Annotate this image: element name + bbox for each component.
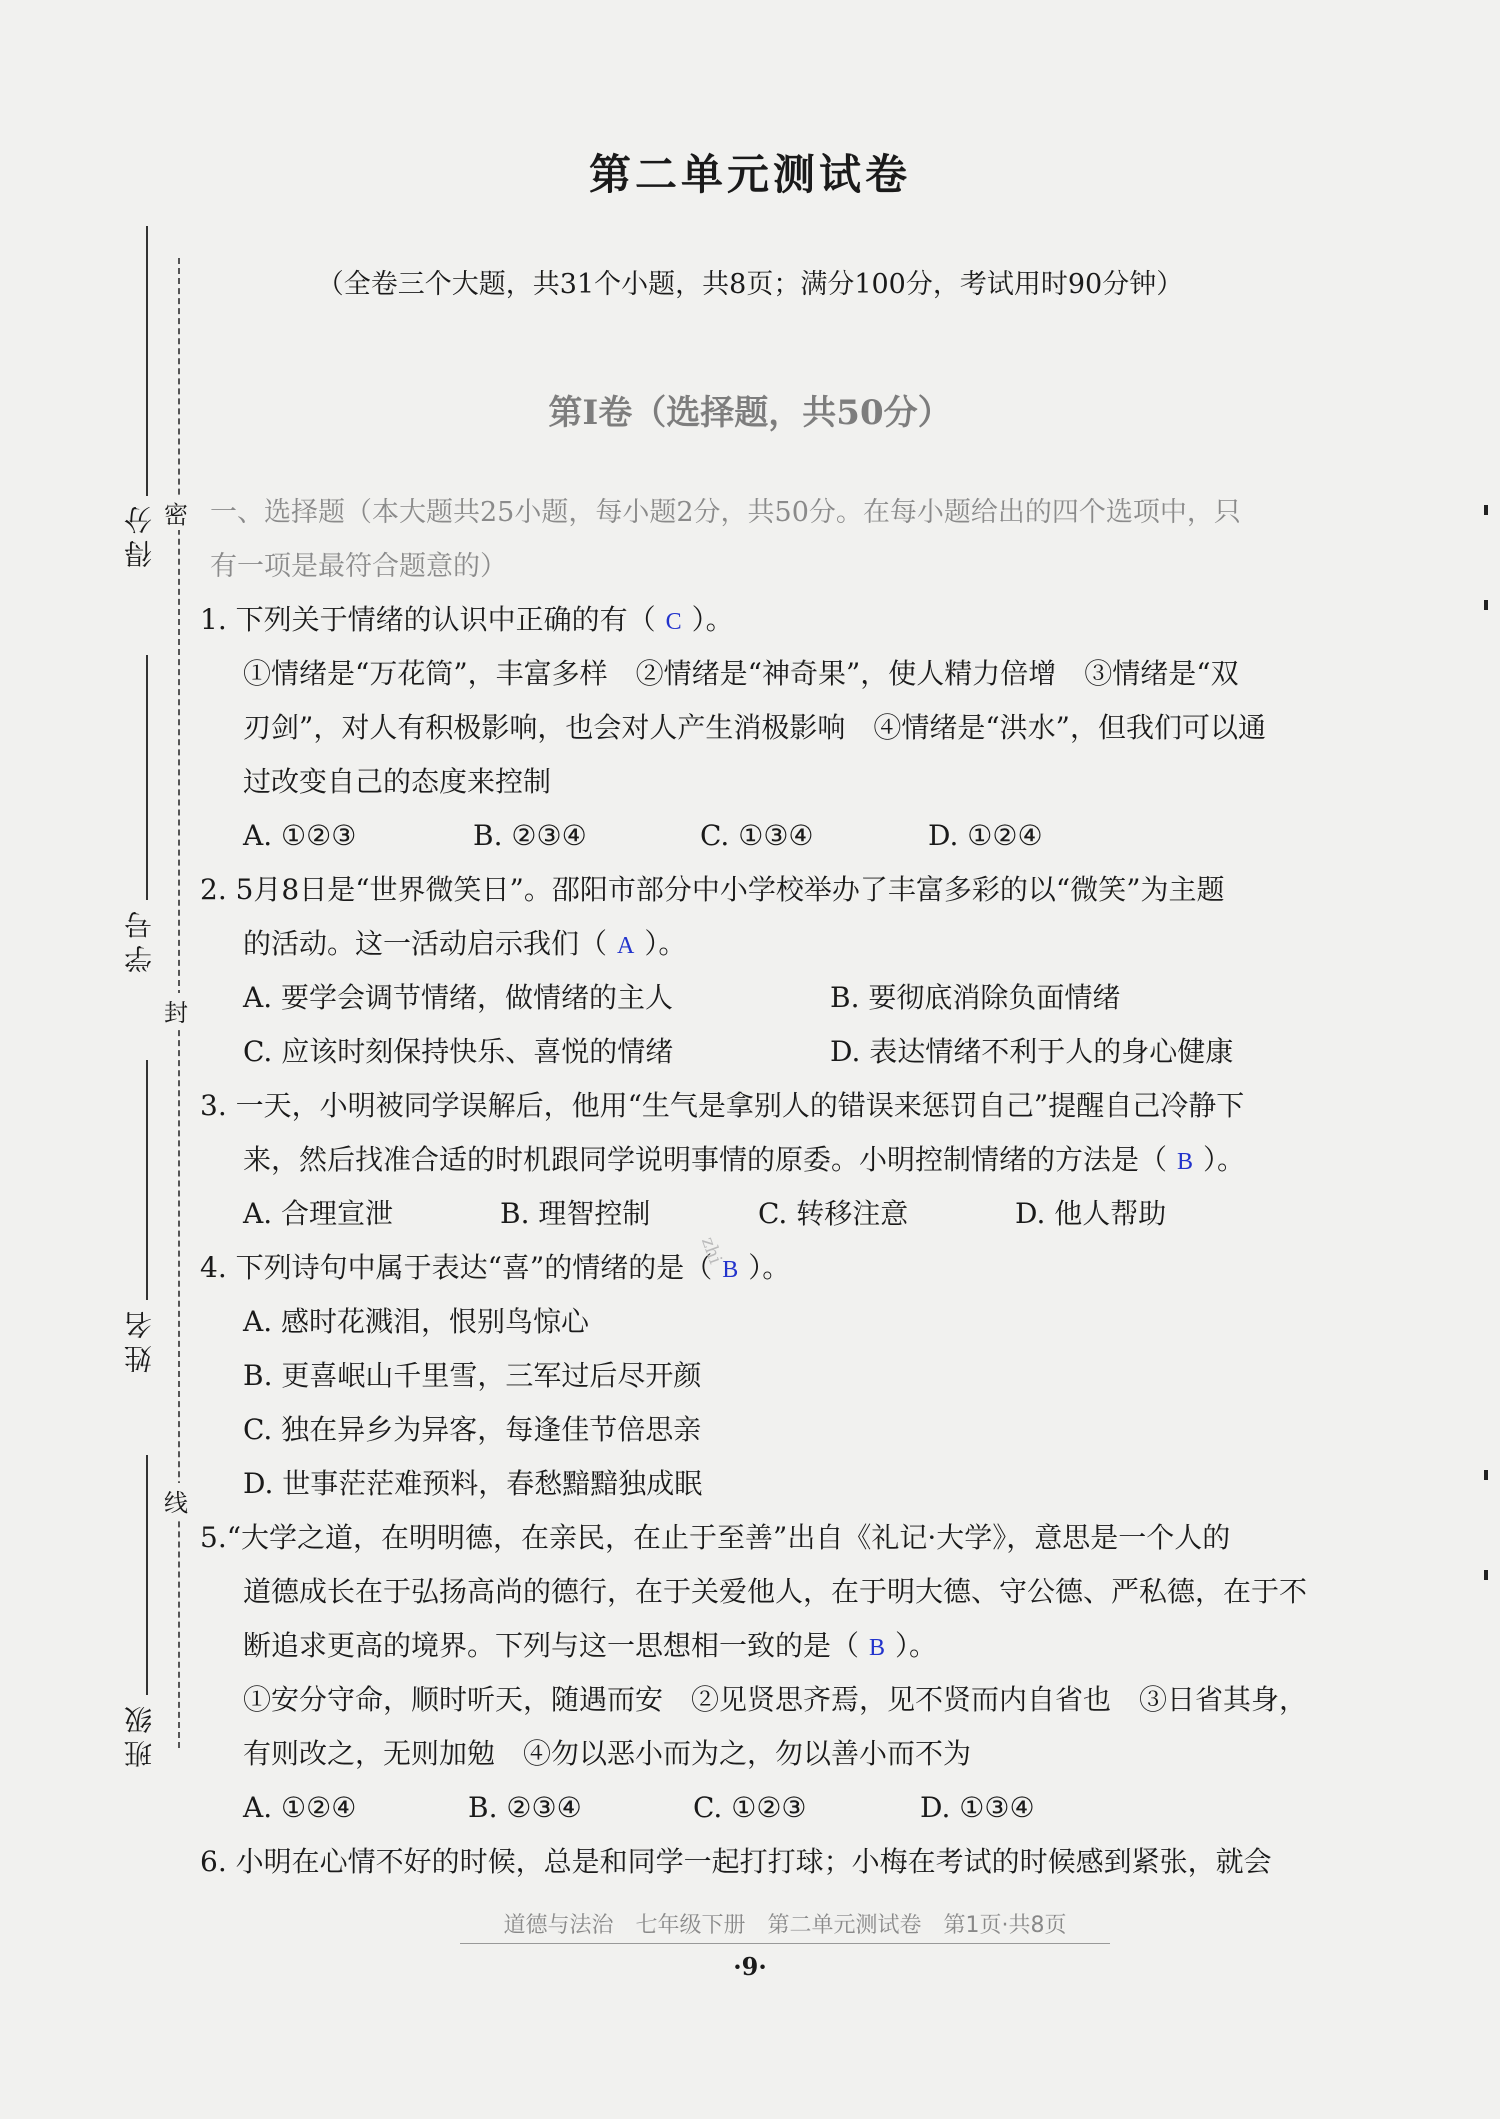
option-c: C. ①③④ bbox=[700, 819, 814, 852]
scan-mark bbox=[1484, 505, 1488, 515]
score-label: 得分 bbox=[123, 500, 156, 568]
option-d: D. ①③④ bbox=[920, 1791, 1035, 1824]
name-label: 姓名 bbox=[123, 1305, 156, 1373]
question-stem bbox=[200, 600, 734, 642]
option-b: B. 要彻底消除负面情绪 bbox=[830, 981, 1121, 1014]
score-underline bbox=[146, 226, 148, 496]
cut-mark-seal: 封 bbox=[164, 993, 188, 1028]
option-b: B. ②③④ bbox=[473, 819, 587, 852]
question-stem: 5.“大学之道，在明明德，在亲民，在止于至善”出自《礼记·大学》，意思是一个人的 bbox=[200, 1521, 1231, 1554]
cut-mark-seal: 密 bbox=[164, 495, 188, 530]
answer-mark: C bbox=[665, 609, 682, 635]
scan-mark bbox=[1484, 1470, 1488, 1480]
option-d: D. 他人帮助 bbox=[1015, 1197, 1167, 1230]
option-d: D. ①②④ bbox=[928, 819, 1043, 852]
section-heading-cont: 有一项是最符合题意的） bbox=[210, 551, 507, 582]
option-a: A. 要学会调节情绪，做情绪的主人 bbox=[243, 981, 674, 1014]
option-c: C. 独在异乡为异客，每逢佳节倍思亲 bbox=[243, 1413, 702, 1446]
stem-text: 4. 下列诗句中属于表达“喜”的情绪的是（ bbox=[200, 1251, 713, 1284]
cut-mark-line: 线 bbox=[164, 1483, 188, 1518]
stem-text: 的活动。这一活动启示我们（ bbox=[243, 927, 608, 960]
question-stem: 6. 小明在心情不好的时候，总是和同学一起打打球；小梅在考试的时候感到紧张，就会 bbox=[200, 1845, 1272, 1878]
option-b: B. 理智控制 bbox=[500, 1197, 651, 1230]
question-stem-cont bbox=[243, 924, 686, 966]
option-d: D. 表达情绪不利于人的身心健康 bbox=[830, 1035, 1234, 1068]
volume-heading: 第Ⅰ卷（选择题，共50分） bbox=[548, 393, 952, 433]
exam-info: （全卷三个大题，共31个小题，共8页；满分100分，考试用时90分钟） bbox=[316, 269, 1184, 300]
class-underline bbox=[146, 1455, 148, 1695]
page-footer: 道德与法治 七年级下册 第二单元测试卷 第1页·共8页 bbox=[460, 1908, 1110, 1944]
answer-mark: A bbox=[617, 933, 635, 959]
stem-text: ）。 bbox=[644, 927, 687, 960]
option-c: C. ①②③ bbox=[693, 1791, 807, 1824]
stem-text: ）。 bbox=[748, 1251, 791, 1284]
stem-text: 断追求更高的境界。下列与这一思想相一致的是（ bbox=[243, 1629, 860, 1662]
name-underline bbox=[146, 1060, 148, 1300]
question-stem-cont: 道德成长在于弘扬高尚的德行，在于关爱他人，在于明大德、守公德、严私德，在于不 bbox=[243, 1575, 1308, 1608]
option-a: A. 感时花溅泪，恨别鸟惊心 bbox=[243, 1305, 590, 1338]
scan-mark bbox=[1484, 1570, 1488, 1580]
statement-line: ①情绪是“万花筒”，丰富多样 ②情绪是“神奇果”，使人精力倍增 ③情绪是“双 bbox=[243, 657, 1239, 690]
statement-line: ①安分守命，顺时听天，随遇而安 ②见贤思齐焉，见不贤而内自省也 ③日省其身， bbox=[243, 1683, 1308, 1716]
pencil-annotation: zhi bbox=[696, 1234, 726, 1267]
option-c: C. 应该时刻保持快乐、喜悦的情绪 bbox=[243, 1035, 674, 1068]
statement-line: 刃剑”，对人有积极影响，也会对人产生消极影响 ④情绪是“洪水”，但我们可以通 bbox=[243, 711, 1266, 744]
page-title: 第二单元测试卷 bbox=[588, 150, 911, 199]
stem-text: ）。 bbox=[1203, 1143, 1246, 1176]
section-heading: 一、选择题（本大题共25小题，每小题2分，共50分。在每小题给出的四个选项中，只 bbox=[210, 497, 1241, 528]
scan-mark bbox=[1484, 600, 1488, 610]
option-a: A. ①②④ bbox=[243, 1791, 357, 1824]
option-c: C. 转移注意 bbox=[758, 1197, 909, 1230]
stem-text: 1. 下列关于情绪的认识中正确的有（ bbox=[200, 603, 656, 636]
option-b: B. 更喜岷山千里雪，三军过后尽开颜 bbox=[243, 1359, 702, 1392]
question-stem: 3. 一天，小明被同学误解后，他用“生气是拿别人的错误来惩罚自己”提醒自己冷静下 bbox=[200, 1089, 1245, 1122]
stem-text: ）。 bbox=[895, 1629, 938, 1662]
page-number: ·9· bbox=[733, 1952, 767, 1981]
question-stem-cont bbox=[243, 1626, 937, 1668]
option-b: B. ②③④ bbox=[468, 1791, 582, 1824]
stem-text: ）。 bbox=[691, 603, 734, 636]
answer-mark: B bbox=[869, 1635, 886, 1661]
student-id-label: 学号 bbox=[123, 905, 156, 973]
option-a: A. 合理宣泄 bbox=[243, 1197, 394, 1230]
option-d: D. 世事茫茫难预料，春愁黯黯独成眠 bbox=[243, 1467, 703, 1500]
question-stem: 2. 5月8日是“世界微笑日”。邵阳市部分中小学校举办了丰富多彩的以“微笑”为主题 bbox=[200, 873, 1225, 906]
class-label: 班级 bbox=[123, 1700, 156, 1768]
student-id-underline bbox=[146, 655, 148, 900]
answer-mark: B bbox=[1177, 1149, 1194, 1175]
stem-text: 来，然后找准合适的时机跟同学说明事情的原委。小明控制情绪的方法是（ bbox=[243, 1143, 1168, 1176]
answer-mark: B bbox=[722, 1257, 739, 1283]
statement-line: 有则改之，无则加勉 ④勿以恶小而为之，勿以善小而不为 bbox=[243, 1737, 972, 1770]
option-a: A. ①②③ bbox=[243, 819, 357, 852]
question-stem-cont bbox=[243, 1140, 1245, 1182]
statement-line: 过改变自己的态度来控制 bbox=[243, 765, 552, 798]
